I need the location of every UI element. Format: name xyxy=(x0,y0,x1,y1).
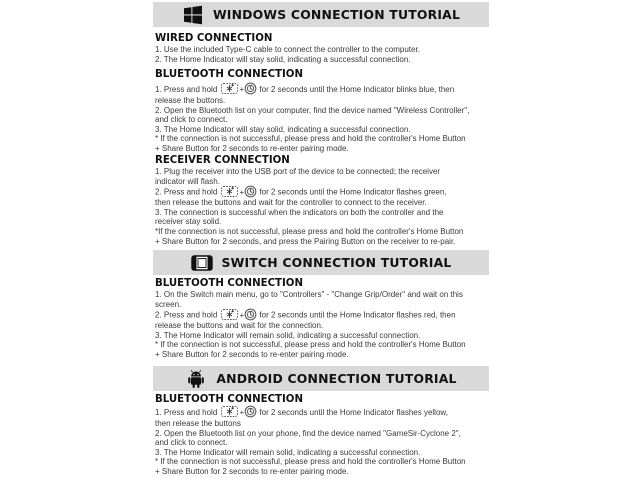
switch-bt-step: release the buttons and wait for the connection. xyxy=(155,321,324,331)
android-bt-note: * If the connection is not successful, please press and hold the controller's Home Button xyxy=(155,457,466,467)
receiver-step: 3. The connection is successful when the indicators on both the controller and the xyxy=(155,207,444,217)
android-bt-note: + Share Button for 2 seconds to re-enter pairing mode. xyxy=(155,466,349,476)
android-bt-step: 2. Open the Bluetooth list on your phone, find the device named "GameSir-Cyclone 2", xyxy=(155,428,461,438)
android-bluetooth-section xyxy=(155,393,487,477)
android-bt-step: and click to connect. xyxy=(155,438,228,448)
android-bluetooth-heading: BLUETOOTH CONNECTION xyxy=(155,394,303,405)
step-text: for 2 seconds until the Home Indicator blinks blue, then xyxy=(259,85,455,94)
android-bt-step: then release the buttons xyxy=(155,419,241,428)
windows-bt-note: + Share Button for 2 seconds to re-enter pairing mode. xyxy=(155,143,349,153)
switch-console-icon xyxy=(191,252,213,274)
plus-sign: + xyxy=(239,85,245,94)
switch-bluetooth-heading: BLUETOOTH CONNECTION xyxy=(155,278,303,289)
plus-sign: + xyxy=(239,408,245,417)
windows-bt-step: and click to connect. xyxy=(155,115,228,125)
android-bt-step: 3. The Home Indicator will remain solid, indicating a successful connection. xyxy=(155,447,421,457)
windows-bluetooth-section xyxy=(155,68,487,154)
step-text: 1. Press and hold xyxy=(155,85,218,94)
wired-step: 1. Use the included Type-C cable to connect the controller to the computer. xyxy=(155,45,420,54)
receiver-heading: RECEIVER CONNECTION xyxy=(155,155,290,166)
switch-bt-note: + Share Button for 2 seconds to re-enter pairing mode. xyxy=(155,349,349,359)
home-button-icon xyxy=(244,308,257,321)
windows-bt-step: release the buttons. xyxy=(155,96,226,105)
pairing-button-icon xyxy=(220,308,240,321)
receiver-step-2 xyxy=(155,186,487,198)
receiver-step: 1. Plug the receiver into the USB port of the device to be connected; the receiver xyxy=(155,167,441,176)
switch-bluetooth-section xyxy=(155,277,487,360)
receiver-connection-section xyxy=(155,154,487,246)
windows-section-banner xyxy=(153,2,489,27)
receiver-step: indicator will flash. xyxy=(155,176,220,186)
android-section-title: ANDROID CONNECTION TUTORIAL xyxy=(216,371,457,386)
windows-logo-icon xyxy=(182,4,204,26)
receiver-note: *If the connection is not successful, please press and hold the controller's Home Button xyxy=(155,226,464,236)
step-text: 2. Press and hold xyxy=(155,310,218,320)
wired-connection-section xyxy=(155,32,487,64)
plus-sign: + xyxy=(239,310,245,320)
windows-bt-step: 2. Open the Bluetooth list on your computer, find the device named "Wireless Controller", xyxy=(155,105,470,115)
switch-bt-step: screen. xyxy=(155,299,182,309)
windows-bt-step-1 xyxy=(155,83,487,96)
pairing-button-icon xyxy=(220,82,240,95)
receiver-step: then release the buttons and wait for the controller to connect to the receiver. xyxy=(155,198,427,208)
windows-bt-note: * If the connection is not successful, please press and hold the controller's Home Button xyxy=(155,134,466,144)
step-text: for 2 seconds until the Home Indicator flashes green, xyxy=(259,187,447,197)
switch-bt-note: * If the connection is not successful, please press and hold the controller's Home Button xyxy=(155,340,466,350)
plus-sign: + xyxy=(239,187,245,197)
step-text: 2. Press and hold xyxy=(155,187,218,197)
home-button-icon xyxy=(244,82,257,95)
pairing-button-icon xyxy=(220,405,240,418)
button-combo xyxy=(220,85,260,94)
windows-section-title: WINDOWS CONNECTION TUTORIAL xyxy=(212,7,461,22)
switch-bt-step: 1. On the Switch main menu, go to "Controllers" - "Change Grip/Order" and wait on this xyxy=(155,290,463,299)
android-section-banner xyxy=(153,366,489,391)
pairing-button-icon xyxy=(220,185,240,198)
receiver-note: + Share Button for 2 seconds, and press the Pairing Button on the receiver to re-pair. xyxy=(155,236,456,246)
step-text: for 2 seconds until the Home Indicator flashes red, then xyxy=(259,310,456,320)
button-combo xyxy=(220,408,260,417)
button-combo xyxy=(220,311,260,320)
home-button-icon xyxy=(244,405,257,418)
receiver-step: receiver stay solid. xyxy=(155,217,222,227)
windows-bt-step: 3. The Home Indicator will stay solid, indicating a successful connection. xyxy=(155,124,411,134)
step-text: 1. Press and hold xyxy=(155,408,218,417)
manual-page xyxy=(153,0,489,480)
windows-bluetooth-heading: BLUETOOTH CONNECTION xyxy=(155,69,303,80)
button-combo xyxy=(220,188,260,197)
android-bt-step-1 xyxy=(155,406,487,419)
android-robot-icon xyxy=(185,368,207,390)
step-text: for 2 seconds until the Home Indicator flashes yellow, xyxy=(259,408,448,417)
switch-bt-step-2 xyxy=(155,309,487,321)
wired-step: 2. The Home Indicator will stay solid, indicating a successful connection. xyxy=(155,54,411,64)
switch-section-banner xyxy=(153,250,489,275)
switch-section-title: SWITCH CONNECTION TUTORIAL xyxy=(221,255,452,270)
switch-bt-step: 3. The Home Indicator will remain solid, indicating a successful connection. xyxy=(155,330,421,340)
wired-heading: WIRED CONNECTION xyxy=(155,33,273,44)
home-button-icon xyxy=(244,185,257,198)
